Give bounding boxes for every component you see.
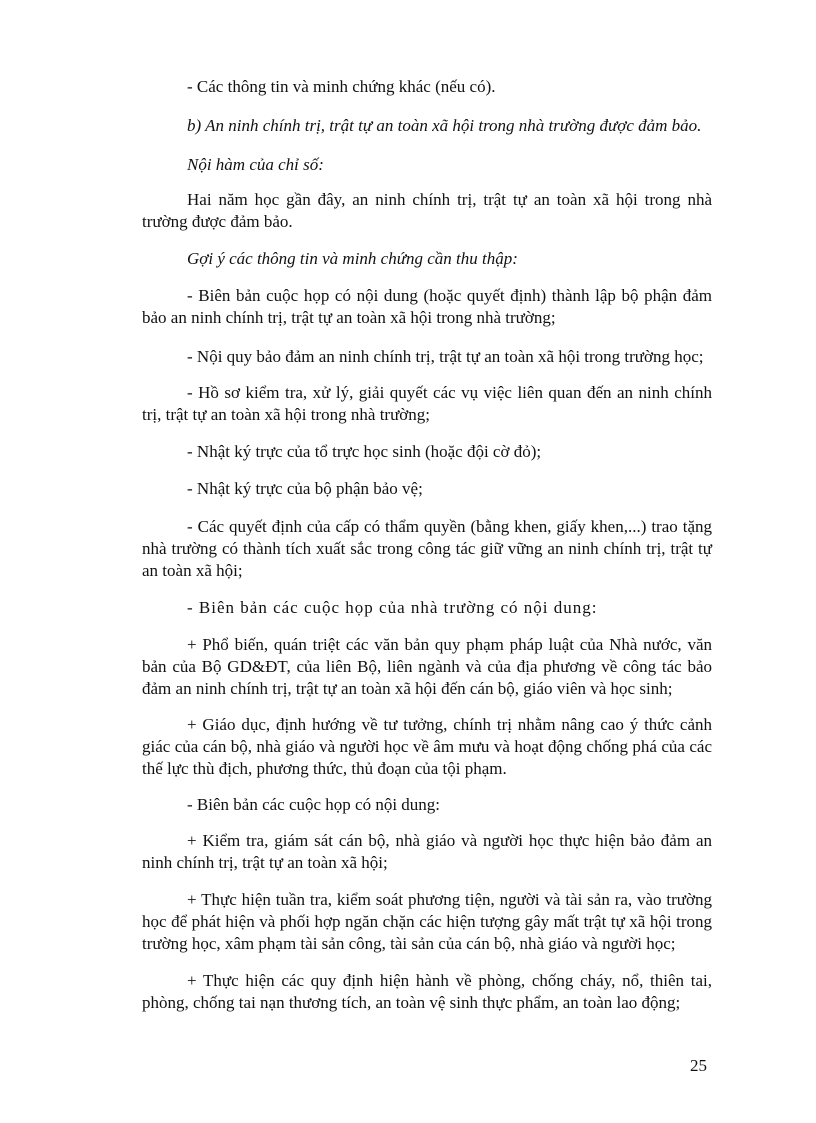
list-item-meetings: - Biên bản các cuộc họp có nội dung: — [187, 795, 441, 814]
sub-item-education: + Giáo dục, định hướng về tư tưởng, chính trị nhằm nâng cao ý thức cảnh giác của cán bộ, nhà giáo và người học về âm mưu và hoạt động chống phá của các thế lực thù địch, phương thức, thủ đoạn của tội phạm. — [142, 715, 712, 778]
list-item-inspection-records: - Hồ sơ kiểm tra, xử lý, giải quyết các vụ việc liên quan đến an ninh chính trị, trật tự an toàn xã hội trong nhà trường; — [142, 383, 712, 424]
list-item-guard-duty-log: - Nhật ký trực của bộ phận bảo vệ; — [187, 479, 423, 498]
sub-item-patrol: + Thực hiện tuần tra, kiểm soát phương tiện, người và tài sản ra, vào trường học để phát hiện và phối hợp ngăn chặn các hiện tượng gây mất trật tự xã hội trong trường học, xâm phạm tài sản công, tài sản của cán bộ, nhà giáo và người học; — [142, 890, 712, 953]
paragraph-other-evidence: - Các thông tin và minh chứng khác (nếu có). — [187, 77, 496, 96]
page-number: 25 — [690, 1056, 707, 1075]
subheading-evidence-suggestions: Gợi ý các thông tin và minh chứng cần thu thập: — [187, 249, 518, 268]
sub-item-safety-regulations: + Thực hiện các quy định hiện hành về phòng, chống cháy, nổ, thiên tai, phòng, chống tai nạn thương tích, an toàn vệ sinh thực phẩm, an toàn lao động; — [142, 971, 712, 1012]
paragraph-indicator-content: Hai năm học gần đây, an ninh chính trị, trật tự an toàn xã hội trong nhà trường được đảm bảo. — [142, 190, 712, 231]
sub-item-supervision: + Kiểm tra, giám sát cán bộ, nhà giáo và người học thực hiện bảo đảm an ninh chính trị, trật tự an toàn xã hội; — [142, 831, 712, 872]
sub-item-dissemination: + Phổ biến, quán triệt các văn bản quy phạm pháp luật của Nhà nước, văn bản của Bộ GD&ĐT, của liên Bộ, liên ngành và của địa phương về công tác bảo đảm an ninh chính trị, trật tự an toàn xã hội đến cán bộ, giáo viên và học sinh; — [142, 635, 712, 698]
subheading-indicator-content: Nội hàm của chỉ số: — [187, 155, 324, 174]
list-item-meeting-minutes: - Biên bản cuộc họp có nội dung (hoặc quyết định) thành lập bộ phận đảm bảo an ninh chính trị, trật tự an toàn xã hội trong nhà trường; — [142, 286, 712, 327]
list-item-student-duty-log: - Nhật ký trực của tổ trực học sinh (hoặc đội cờ đỏ); — [187, 442, 542, 461]
list-item-awards: - Các quyết định của cấp có thẩm quyền (bằng khen, giấy khen,...) trao tặng nhà trường có thành tích xuất sắc trong công tác giữ vững an ninh chính trị, trật tự an toàn xã hội; — [142, 517, 712, 580]
list-item-regulations: - Nội quy bảo đảm an ninh chính trị, trật tự an toàn xã hội trong trường học; — [187, 347, 704, 366]
list-item-school-meetings: - Biên bản các cuộc họp của nhà trường có nội dung: — [187, 598, 598, 617]
section-heading-b: b) An ninh chính trị, trật tự an toàn xã hội trong nhà trường được đảm bảo. — [187, 116, 702, 135]
